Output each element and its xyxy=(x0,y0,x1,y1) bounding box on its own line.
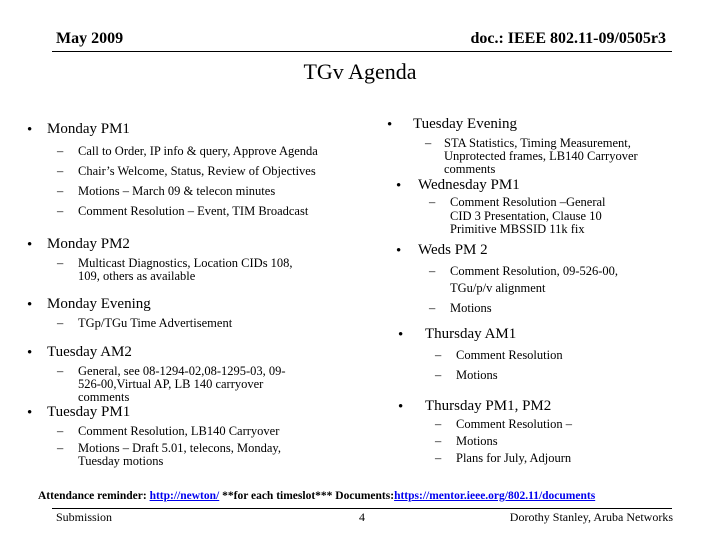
dash-icon: – xyxy=(435,434,442,448)
agenda-item: Comment Resolution xyxy=(456,348,563,362)
reminder-middle: **for each timeslot*** xyxy=(222,490,333,502)
dash-icon: – xyxy=(57,144,64,158)
session-title: Tuesday PM1 xyxy=(47,404,131,420)
page-number: 4 xyxy=(359,510,365,524)
dash-icon: – xyxy=(435,451,442,465)
dash-icon: – xyxy=(435,368,442,382)
session-title: Monday PM1 xyxy=(47,121,130,137)
header-date: May 2009 xyxy=(56,30,124,47)
dash-icon: – xyxy=(57,204,64,218)
dash-icon: – xyxy=(435,348,442,362)
session-title: Thursday PM1, PM2 xyxy=(425,398,552,414)
session-title: Wednesday PM1 xyxy=(418,177,520,193)
dash-icon: – xyxy=(57,364,64,378)
attendance-reminder xyxy=(38,490,595,502)
dash-icon: – xyxy=(57,256,64,270)
agenda-item: General, see 08-1294-02,08-1295-03, 09- xyxy=(78,364,286,378)
agenda-item: Comment Resolution – Event, TIM Broadcast xyxy=(78,204,309,218)
footer-rule xyxy=(52,508,672,509)
agenda-item-cont: TGu/p/v alignment xyxy=(450,281,546,295)
agenda-item: Comment Resolution, 09-526-00, xyxy=(450,264,619,278)
agenda-item-cont: comments xyxy=(78,390,130,404)
agenda-item: Motions xyxy=(456,434,498,448)
header-doc-id: doc.: IEEE 802.11-09/0505r3 xyxy=(470,30,666,47)
mentor-documents-link[interactable]: https://mentor.ieee.org/802.11/documents xyxy=(394,490,596,502)
bullet-icon: • xyxy=(27,297,33,313)
header-rule xyxy=(52,51,672,52)
bullet-icon: • xyxy=(387,117,393,133)
bullet-icon: • xyxy=(27,345,33,361)
agenda-item-cont: Tuesday motions xyxy=(78,454,164,468)
session-title: Weds PM 2 xyxy=(418,242,488,258)
bullet-icon: • xyxy=(396,178,402,194)
documents-label: Documents: xyxy=(335,490,395,502)
session-title: Monday PM2 xyxy=(47,236,130,252)
session-title: Tuesday Evening xyxy=(413,116,518,132)
agenda-item: Motions xyxy=(456,368,498,382)
agenda-item: Motions – March 09 & telecon minutes xyxy=(78,184,276,198)
agenda-item: Motions xyxy=(450,301,492,315)
agenda-item: Call to Order, IP info & query, Approve Agenda xyxy=(78,144,318,158)
footer-submission: Submission xyxy=(56,510,113,524)
session-title: Thursday AM1 xyxy=(425,326,517,342)
reminder-prefix: Attendance reminder: xyxy=(38,490,147,502)
bullet-icon: • xyxy=(396,243,402,259)
agenda-item: Plans for July, Adjourn xyxy=(456,451,572,465)
bullet-icon: • xyxy=(27,405,33,421)
dash-icon: – xyxy=(435,417,442,431)
dash-icon: – xyxy=(57,184,64,198)
bullet-icon: • xyxy=(398,399,404,415)
agenda-item: TGp/TGu Time Advertisement xyxy=(78,316,233,330)
session-title: Monday Evening xyxy=(47,296,151,312)
bullet-icon: • xyxy=(27,237,33,253)
dash-icon: – xyxy=(429,195,436,209)
agenda-item-cont: 109, others as available xyxy=(78,269,196,283)
dash-icon: – xyxy=(57,441,64,455)
bullet-icon: • xyxy=(27,122,33,138)
dash-icon: – xyxy=(57,424,64,438)
newton-link[interactable]: http://newton/ xyxy=(149,490,220,502)
agenda-item: Comment Resolution – xyxy=(456,417,572,431)
session-title: Tuesday AM2 xyxy=(47,344,132,360)
agenda-item: Motions – Draft 5.01, telecons, Monday, xyxy=(78,441,281,455)
agenda-item-cont: comments xyxy=(444,162,496,176)
dash-icon: – xyxy=(57,164,64,178)
footer-author: Dorothy Stanley, Aruba Networks xyxy=(509,510,673,524)
bullet-icon: • xyxy=(398,327,404,343)
dash-icon: – xyxy=(429,301,436,315)
agenda-item-cont: Primitive MBSSID 11k fix xyxy=(450,222,585,236)
agenda-item: Chair’s Welcome, Status, Review of Objectives xyxy=(78,164,316,178)
dash-icon: – xyxy=(429,264,436,278)
dash-icon: – xyxy=(57,316,64,330)
page-title: TGv Agenda xyxy=(303,59,417,84)
agenda-item-cont: Unprotected frames, LB140 Carryover xyxy=(444,149,638,163)
agenda-item: Comment Resolution –General xyxy=(450,195,606,209)
agenda-item-cont: CID 3 Presentation, Clause 10 xyxy=(450,209,602,223)
agenda-item: Comment Resolution, LB140 Carryover xyxy=(78,424,280,438)
dash-icon: – xyxy=(425,136,432,150)
agenda-item: Multicast Diagnostics, Location CIDs 108, xyxy=(78,256,293,270)
agenda-item-cont: 526-00,Virtual AP, LB 140 carryover xyxy=(78,377,264,391)
agenda-item: STA Statistics, Timing Measurement, xyxy=(444,136,631,150)
